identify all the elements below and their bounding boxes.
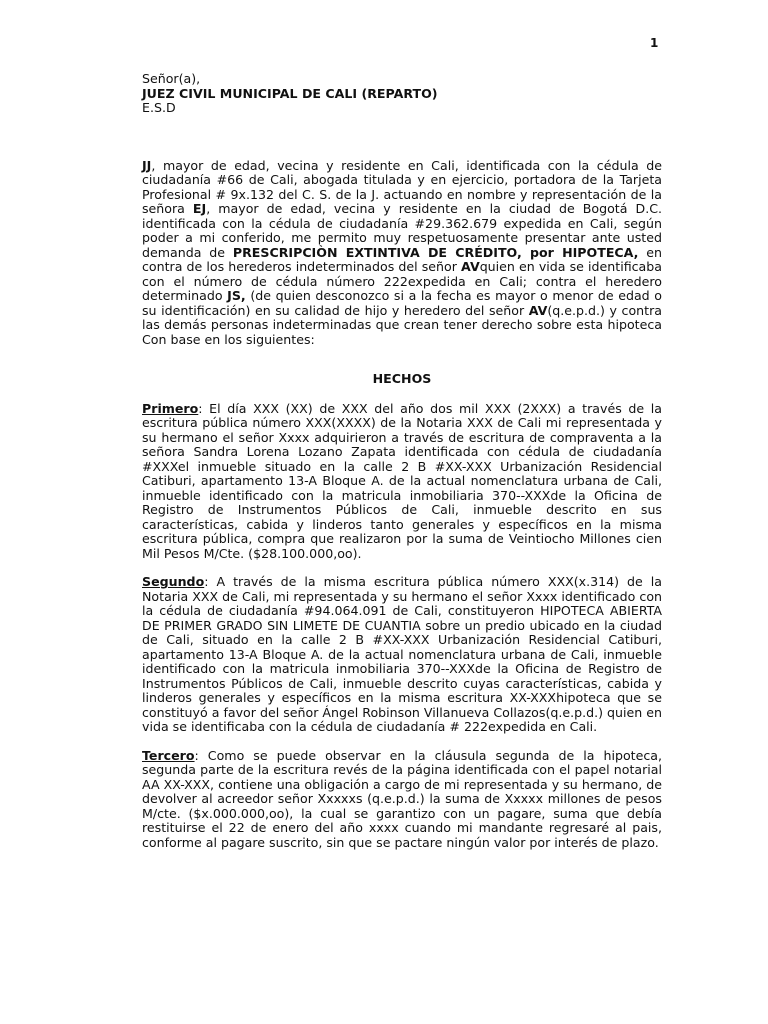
salutation: Señor(a), [142, 71, 201, 86]
document-body [142, 72, 662, 850]
fact-label: Tercero [142, 747, 195, 763]
addressee-block [142, 72, 662, 116]
court-name: JUEZ CIVIL MUNICIPAL DE CALI (REPARTO) [142, 85, 438, 101]
intro-text: , mayor de edad, vecina y residente en Cali, identificada con la cédula de ciudadanía #66 de Cali, abogada titulada y en ejercicio, portadora de la Tarjeta Profesional # 9x.132 del C. S. de la J. actuando en nombre y representación de la señora [142, 157, 662, 216]
intro-text: , mayor de edad, vecina y residente en la ciudad de Bogotá D.C. identificada con la cédula de ciudadanía #29.362.679 expedida en Cali, según poder a mi conferido, me permito muy respetuosamente presentar ante usted demanda de [142, 201, 662, 260]
intro-text: quien en vida se identificaba con el número de cédula número 222expedida en Cali; contra el heredero determinado [142, 259, 662, 303]
fact-tercero [142, 749, 662, 851]
intro-text: en contra de los herederos indeterminados del señor [142, 244, 663, 274]
client-initials: EJ [192, 201, 207, 216]
intro-text: (de quien desconozco si a la fecha es mayor o menor de edad o su identificación) en su calidad de hijo y heredero del señor [142, 288, 662, 318]
fact-text: : El día XXX (XX) de XXX del año dos mil XXX (2XXX) a través de la escritura pública número XXX(XXXX) de la Notaria XXX de Cali mi representada y su hermano el señor Xxxx adquirieron a través de escritura de compraventa a la señora Sandra Lorena Lozano Zapata identificada con cédula de ciudadanía #XXXel inmueble situado en la calle 2 B #XX-XXX Urbanización Residencial Catiburi, apartamento 13-A Bloque A. de la actual nomenclatura urbana de Cali, inmueble identificado con la matricula inmobiliaria 370--XXXde la Oficina de Registro de Instrumentos Públicos de Cali, inmueble descrito en sus características, cabida y linderos tanto generales y específicos en la misma escritura pública, compra que realizaron por la suma de Veintiocho Millones cien Mil Pesos M/Cte. ($28.100.000,oo). [142, 400, 662, 561]
deceased-initials: AV [461, 259, 480, 274]
fact-label: Segundo [142, 574, 205, 589]
attorney-initials: JJ [142, 157, 152, 173]
fact-primero [142, 402, 662, 562]
fact-segundo [142, 575, 662, 735]
fact-text: : A través de la misma escritura pública número XXX(x.314) de la Notaria XXX de Cali, mi representada y su hermano el señor Xxxx identificado con la cédula de ciudadanía #94.064.091 de Cali, constituyeron HIPOTECA ABIERTA DE PRIMER GRADO SIN LIMETE DE CUANTIA sobre un predio ubicado en la ciudad de Cali, situado en la calle 2 B #XX-XXX Urbanización Residencial Catiburi, apartamento 13-A Bloque A. de la actual nomenclatura urbana de Cali, inmueble identificado con la matricula inmobiliaria 370--XXXde la Oficina de Registro de Instrumentos Públicos de Cali, inmueble descrito cuyas características, cabida y linderos generales y específicos en la misma escritura XX-XXXhipoteca que se constituyó a favor del señor Ángel Robinson Villanueva Collazos(q.e.p.d.) quien en vida se identificaba con la cédula de ciudadanía # 222expedida en Cali. [142, 574, 662, 734]
esd-line: E.S.D [142, 100, 176, 115]
demand-type: PRESCRIPCIÒN EXTINTIVA DE CRÉDITO, por HIPOTECA, [232, 244, 639, 260]
deceased-initials: AV [528, 302, 548, 318]
page-number: 1 [650, 36, 659, 50]
intro-text: (q.e.p.d.) y contra las demás personas indeterminadas que crean tener derecho sobre esta hipoteca Con base en los siguientes: [142, 302, 662, 347]
heir-initials: JS, [227, 288, 246, 303]
fact-label: Primero [142, 400, 199, 416]
intro-paragraph [142, 159, 662, 348]
section-heading-hechos: HECHOS [372, 371, 432, 386]
fact-text: : Como se puede observar en la cláusula segunda de la hipoteca, segunda parte de la escritura revés de la página identificada con el papel notarial AA XX-XXX, contiene una obligación a cargo de mi representada y su hermano, de devolver al acreedor señor Xxxxxs (q.e.p.d.) la suma de Xxxxx millones de pesos M/cte. ($x.000.000,oo), la cual se garantizo con un pagare, suma que debía restituirse el 22 de enero del año xxxx cuando mi mandante regresaré al pais, conforme al pagare suscrito, sin que se pactare ningún valor por interés de plazo. [142, 747, 662, 850]
